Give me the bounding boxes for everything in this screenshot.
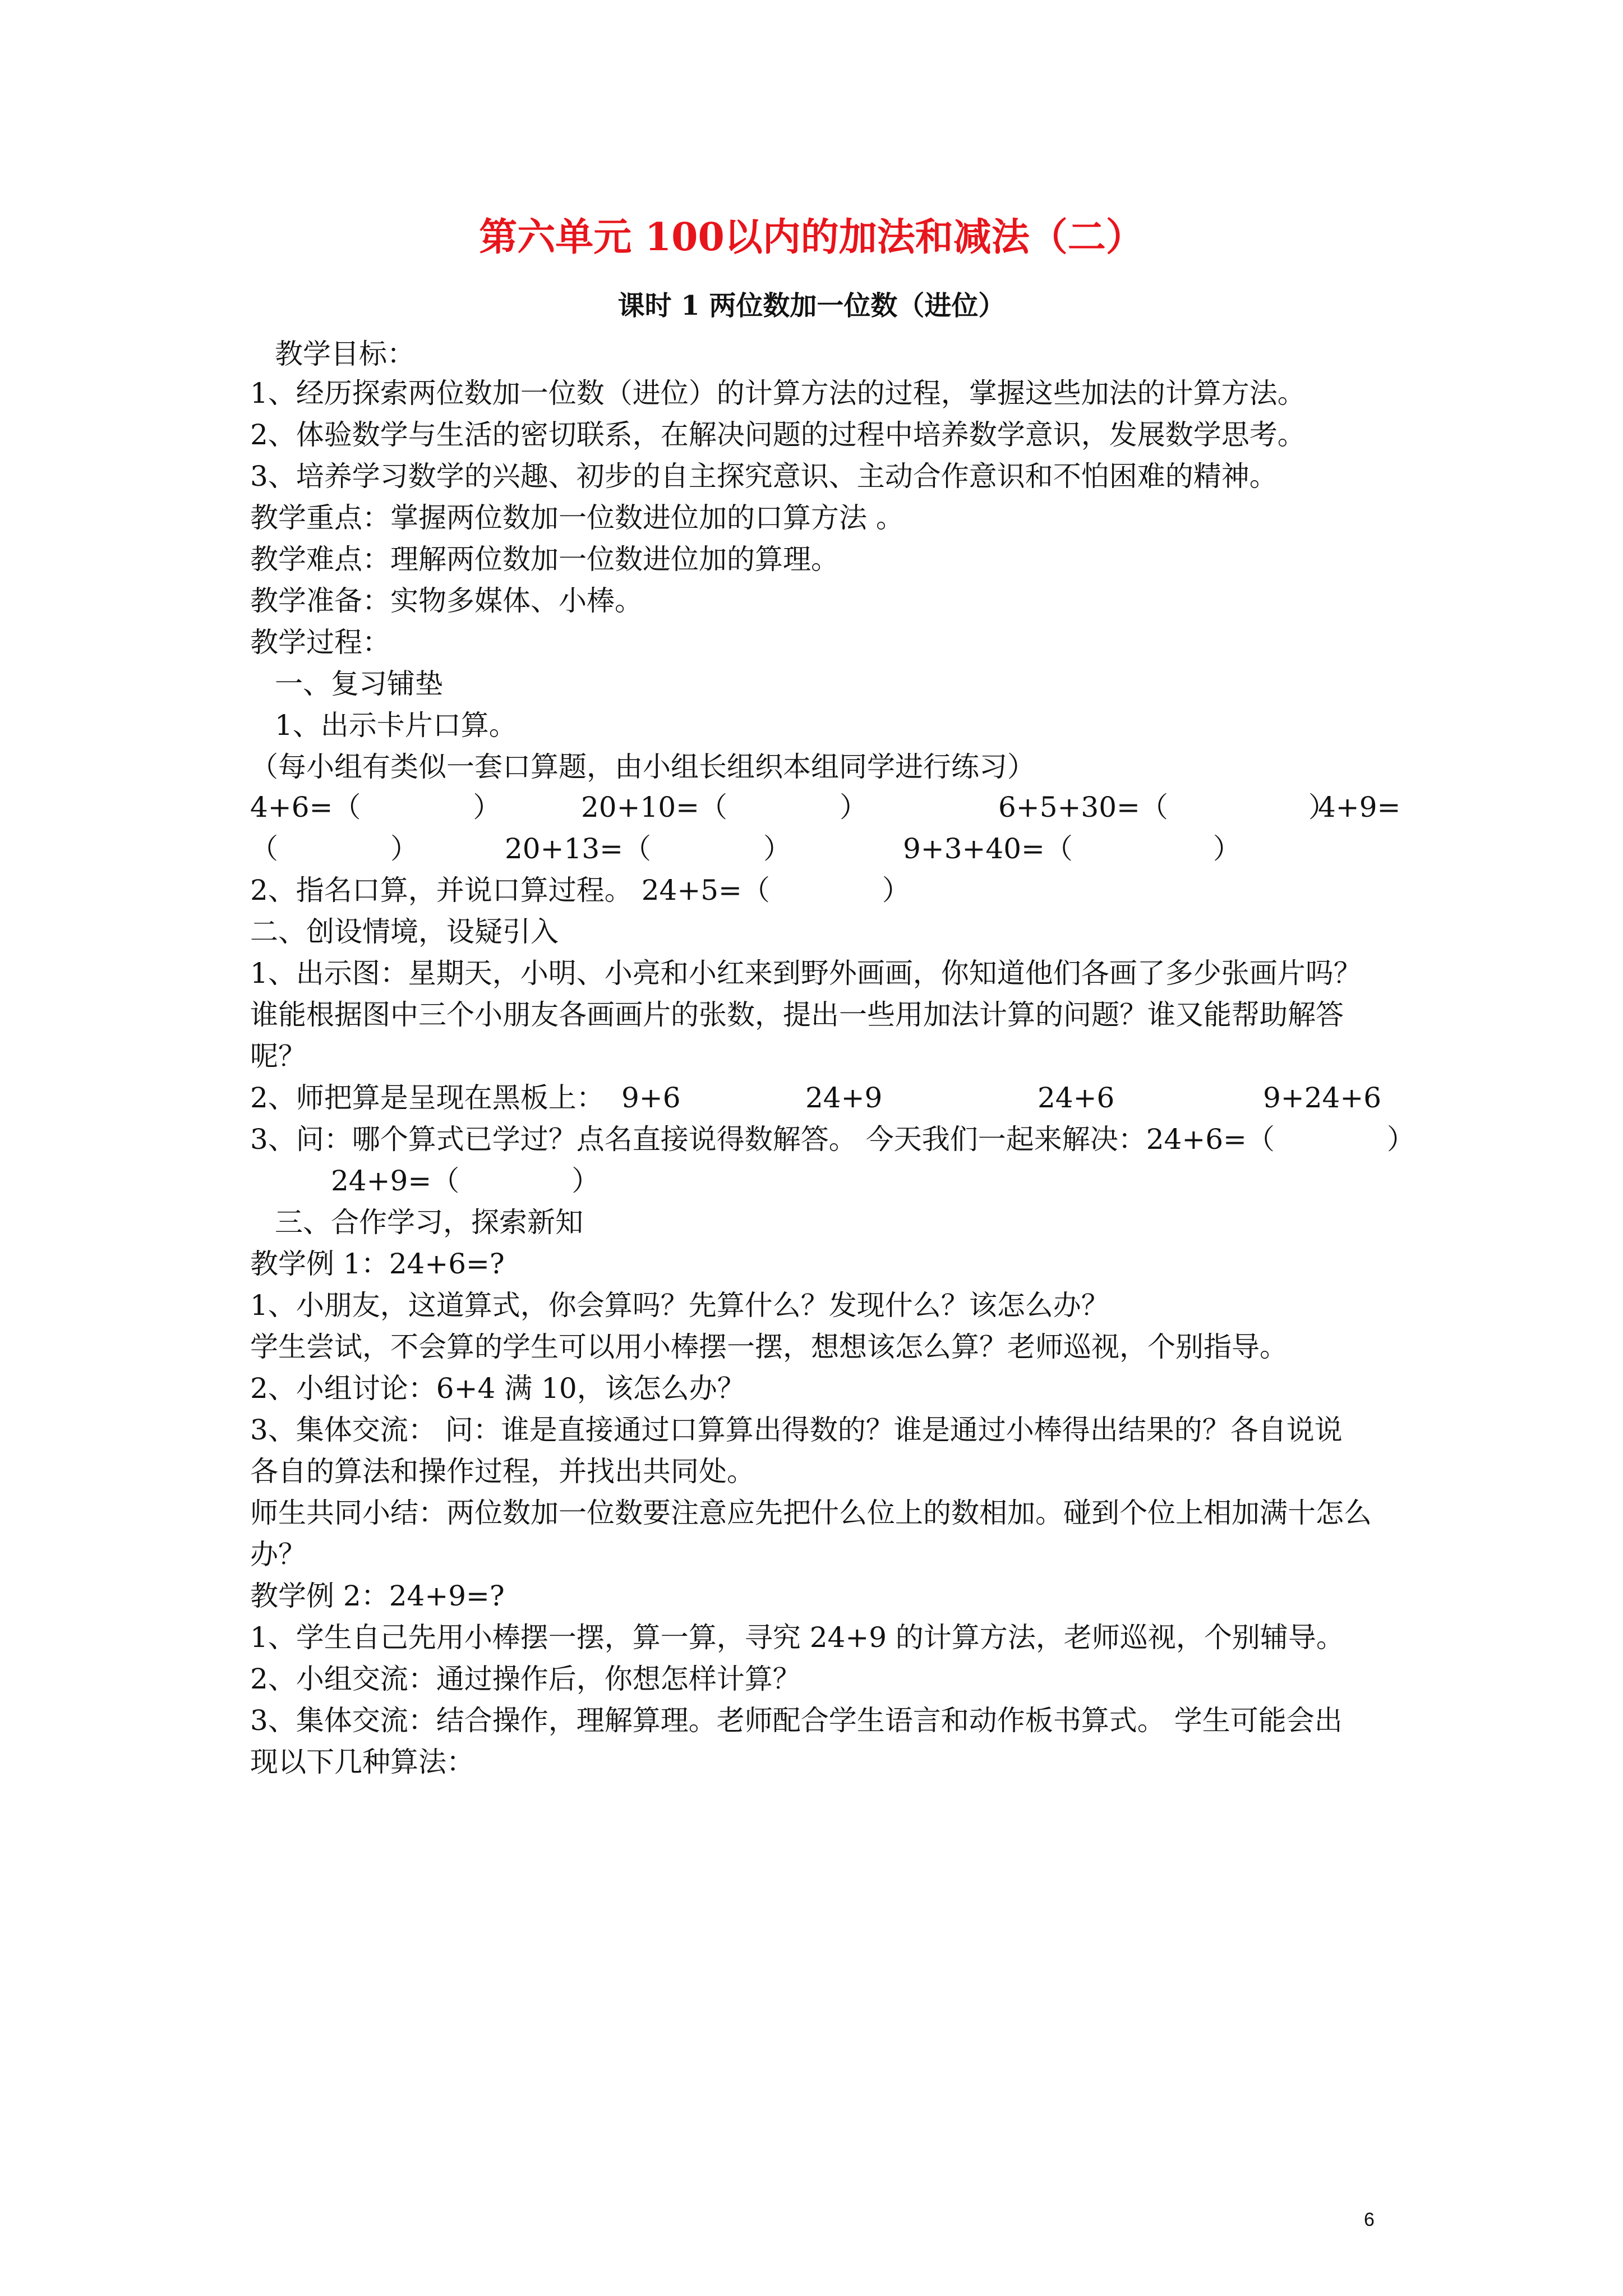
example1-item3-line2: 各自的算法和操作过程，并找出共同处。: [250, 1455, 755, 1488]
process-heading: 教学过程：: [250, 626, 390, 659]
drill-5: （ ）: [250, 832, 418, 865]
section2-item1-line1: 1、出示图：星期天，小明、小亮和小红来到野外画画，你知道他们各画了多少张画片吗？: [250, 957, 1362, 990]
drill-4: 4+9=: [1318, 791, 1401, 823]
example1-summary-line2: 办？: [250, 1538, 306, 1571]
section1-heading: 一、复习铺垫: [275, 668, 443, 700]
section2-item3-line2: 24+9=（ ）: [331, 1165, 600, 1197]
example1-try: 学生尝试，不会算的学生可以用小棒摆一摆，想想该怎么算？老师巡视，个别指导。: [250, 1331, 1288, 1363]
drill-1: 4+6=（ ）: [250, 791, 501, 823]
example2-item3-line2: 现以下几种算法：: [250, 1746, 474, 1778]
board-label: 2、师把算是呈现在黑板上：: [250, 1082, 605, 1114]
example1-item2: 2、小组讨论：6+4 满 10，该怎么办？: [250, 1372, 745, 1405]
example1-item1: 1、小朋友，这道算式，你会算吗？先算什么？发现什么？该怎么办？: [250, 1289, 1109, 1322]
lesson-subtitle: 课时 1 两位数加一位数（进位）: [617, 290, 1006, 321]
board-expr-2: 24+9: [805, 1082, 883, 1114]
board-expr-4: 9+24+6: [1263, 1082, 1382, 1114]
objective-1: 1、经历探索两位数加一位数（进位）的计算方法的过程，掌握这些加法的计算方法。: [250, 377, 1306, 409]
example1-summary-line1: 师生共同小结：两位数加一位数要注意应先把什么位上的数相加。碰到个位上相加满十怎么: [250, 1497, 1372, 1529]
preparation: 教学准备：实物多媒体、小棒。: [250, 585, 643, 617]
objective-3: 3、培养学习数学的兴趣、初步的自主探究意识、主动合作意识和不怕困难的精神。: [250, 460, 1278, 493]
section1-item2: 2、指名口算，并说口算过程。 24+5=（ ）: [250, 874, 910, 907]
example2-item2: 2、小组交流：通过操作后，你想怎样计算？: [250, 1663, 801, 1695]
example1-item3-line1: 3、集体交流： 问：谁是直接通过口算算出得数的？谁是通过小棒得出结果的？各自说说: [250, 1414, 1343, 1446]
section1-item1: 1、出示卡片口算。: [275, 709, 517, 742]
section2-item1-line3: 呢？: [250, 1040, 306, 1073]
section2-heading: 二、创设情境，设疑引入: [250, 915, 559, 948]
board-expr-3: 24+6: [1038, 1082, 1115, 1114]
difficulty: 教学难点：理解两位数加一位数进位加的算理。: [250, 543, 839, 576]
objective-2: 2、体验数学与生活的密切联系，在解决问题的过程中培养数学意识，发展数学思考。: [250, 418, 1306, 451]
drill-7: 9+3+40=（ ）: [903, 832, 1241, 865]
objectives-heading: 教学目标：: [275, 338, 415, 370]
example2-item1: 1、学生自己先用小棒摆一摆，算一算，寻究 24+9 的计算方法，老师巡视，个别辅导。: [250, 1621, 1344, 1654]
section2-item3-line1: 3、问：哪个算式已学过？点名直接说得数解答。 今天我们一起来解决：24+6=（ ）: [250, 1123, 1415, 1156]
section2-item1-line2: 谁能根据图中三个小朋友各画画片的张数，提出一些用加法计算的问题？谁又能帮助解答: [250, 999, 1344, 1031]
key-point: 教学重点：掌握两位数加一位数进位加的口算方法 。: [250, 501, 904, 534]
board-expr-1: 9+6: [621, 1082, 681, 1114]
section3-heading: 三、合作学习，探索新知: [275, 1206, 583, 1239]
drill-6: 20+13=（ ）: [505, 832, 792, 865]
page-number: 6: [1364, 2209, 1375, 2230]
example1-heading: 教学例 1：24+6=?: [250, 1248, 505, 1280]
example2-heading: 教学例 2：24+9=?: [250, 1580, 505, 1612]
section1-note: （每小组有类似一套口算题，由小组长组织本组同学进行练习）: [250, 751, 1035, 783]
drill-3: 6+5+30=（ ）: [998, 791, 1336, 823]
unit-title: 第六单元 100以内的加法和减法（二）: [479, 215, 1144, 260]
example2-item3-line1: 3、集体交流：结合操作，理解算理。老师配合学生语言和动作板书算式。 学生可能会出: [250, 1704, 1343, 1737]
drill-2: 20+10=（ ）: [581, 791, 868, 823]
